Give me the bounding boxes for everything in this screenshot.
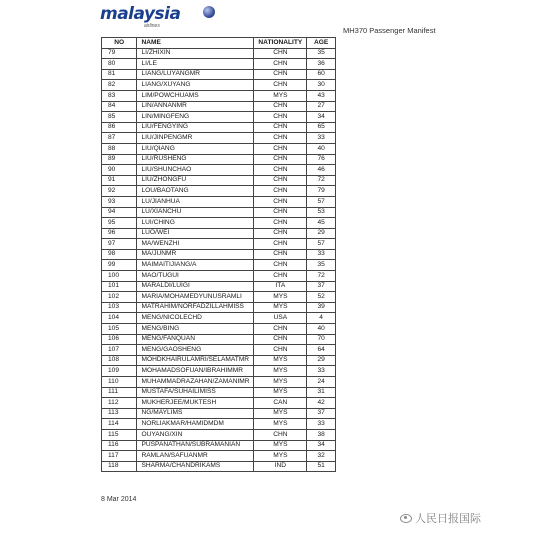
cell-age: 31 [307,387,336,398]
table-row [102,366,336,377]
cell-name: MA/WENZHI [137,239,254,250]
cell-name: LIU/JINPENGMR [137,133,254,144]
cell-name: LOU/BAOTANG [137,186,254,197]
table-row [102,69,336,80]
cell-name: MUHAMMADRAZAHAN/ZAMANIMR [137,377,254,388]
cell-no: 95 [102,218,137,229]
cell-no: 118 [102,461,137,472]
cell-name: MENG/NICOLECHD [137,313,254,324]
cell-age: 60 [307,69,336,80]
cell-nationality: CHN [254,260,307,271]
cell-nationality: CHN [254,345,307,356]
cell-nationality: CHN [254,175,307,186]
cell-age: 32 [307,451,336,462]
table-row [102,377,336,388]
cell-name: MATRAHIM/NORFADZILLAHMISS [137,302,254,313]
cell-age: 52 [307,292,336,303]
cell-nationality: MYS [254,366,307,377]
cell-age: 38 [307,429,336,440]
cell-name: LIU/QIANG [137,143,254,154]
cell-name: LIN/ANNANMR [137,101,254,112]
cell-name: LI/LE [137,59,254,70]
cell-name: LI/ZHIXIN [137,48,254,59]
table-row [102,271,336,282]
cell-nationality: CAN [254,398,307,409]
cell-name: SHARMA/CHANDRIKAMS [137,461,254,472]
cell-name: LUO/WEI [137,228,254,239]
cell-age: 65 [307,122,336,133]
cell-nationality: CHN [254,69,307,80]
weibo-icon [400,514,412,523]
table-row [102,281,336,292]
cell-nationality: CHN [254,80,307,91]
cell-age: 27 [307,101,336,112]
cell-no: 93 [102,196,137,207]
cell-age: 33 [307,366,336,377]
cell-nationality: CHN [254,154,307,165]
cell-age: 35 [307,48,336,59]
cell-age: 57 [307,196,336,207]
cell-no: 96 [102,228,137,239]
table-row [102,228,336,239]
table-row [102,218,336,229]
cell-no: 115 [102,429,137,440]
cell-age: 37 [307,408,336,419]
cell-age: 36 [307,59,336,70]
cell-nationality: CHN [254,218,307,229]
cell-nationality: MYS [254,408,307,419]
table-row [102,154,336,165]
globe-icon [203,6,215,18]
cell-name: MENG/GAOSHENG [137,345,254,356]
table-row [102,260,336,271]
cell-no: 105 [102,324,137,335]
table-row [102,398,336,409]
table-row [102,186,336,197]
cell-no: 82 [102,80,137,91]
table-row [102,313,336,324]
cell-name: NG/MAYLIMS [137,408,254,419]
cell-age: 33 [307,249,336,260]
cell-name: LIN/MINGFENG [137,112,254,123]
cell-nationality: CHN [254,429,307,440]
logo-wordmark: malaysia [100,4,181,24]
cell-no: 84 [102,101,137,112]
cell-name: MENG/FANQUAN [137,334,254,345]
cell-no: 110 [102,377,137,388]
cell-no: 109 [102,366,137,377]
cell-no: 80 [102,59,137,70]
table-row [102,334,336,345]
table-row [102,143,336,154]
passenger-manifest-table [101,37,336,472]
cell-no: 100 [102,271,137,282]
table-row [102,355,336,366]
cell-nationality: MYS [254,90,307,101]
cell-nationality: USA [254,313,307,324]
cell-nationality: IND [254,461,307,472]
table-row [102,59,336,70]
cell-no: 85 [102,112,137,123]
cell-name: LIM/POWCHUAMS [137,90,254,101]
cell-nationality: CHN [254,334,307,345]
cell-name: MARALDI/LUIGI [137,281,254,292]
table-row [102,461,336,472]
cell-no: 106 [102,334,137,345]
cell-nationality: ITA [254,281,307,292]
table-row [102,90,336,101]
cell-name: MOHDKHAIRULAMRI/SELAMATMR [137,355,254,366]
table-row [102,207,336,218]
cell-nationality: CHN [254,48,307,59]
cell-no: 87 [102,133,137,144]
table-row [102,196,336,207]
table-row [102,440,336,451]
cell-nationality: CHN [254,112,307,123]
cell-age: 72 [307,175,336,186]
cell-age: 33 [307,419,336,430]
cell-nationality: CHN [254,324,307,335]
cell-nationality: CHN [254,59,307,70]
cell-age: 30 [307,80,336,91]
cell-age: 34 [307,112,336,123]
cell-nationality: CHN [254,186,307,197]
cell-name: MARIA/MOHAMEDYUNUSRAMLI [137,292,254,303]
table-row [102,239,336,250]
cell-name: LIANG/LUYANGMR [137,69,254,80]
watermark [400,510,481,526]
cell-no: 86 [102,122,137,133]
watermark-text: 人民日报国际 [415,513,481,525]
cell-age: 72 [307,271,336,282]
table-row [102,292,336,303]
cell-age: 46 [307,165,336,176]
table-row [102,175,336,186]
cell-nationality: CHN [254,122,307,133]
cell-age: 34 [307,440,336,451]
cell-name: LIANG/XUYANG [137,80,254,91]
cell-age: 57 [307,239,336,250]
cell-age: 79 [307,186,336,197]
cell-nationality: MYS [254,451,307,462]
cell-nationality: MYS [254,387,307,398]
cell-no: 88 [102,143,137,154]
cell-no: 79 [102,48,137,59]
cell-age: 39 [307,302,336,313]
cell-nationality: MYS [254,419,307,430]
cell-no: 103 [102,302,137,313]
cell-name: MAIMAITIJIANG/A [137,260,254,271]
cell-name: LUI/CHING [137,218,254,229]
table-header-row [102,38,336,49]
cell-age: 43 [307,90,336,101]
cell-name: PUSPANATHAN/SUBRAMANIAN [137,440,254,451]
cell-no: 83 [102,90,137,101]
cell-no: 94 [102,207,137,218]
cell-nationality: CHN [254,165,307,176]
cell-age: 53 [307,207,336,218]
cell-no: 107 [102,345,137,356]
malaysia-airlines-logo [100,4,181,29]
cell-name: LU/XIANCHU [137,207,254,218]
cell-nationality: CHN [254,271,307,282]
cell-no: 89 [102,154,137,165]
table-row [102,122,336,133]
cell-name: LIU/ZHONGFU [137,175,254,186]
cell-no: 117 [102,451,137,462]
cell-age: 33 [307,133,336,144]
table-row [102,80,336,91]
column-header-nationality: NATIONALITY [254,38,307,49]
cell-name: MAO/TUGUI [137,271,254,282]
table-row [102,48,336,59]
cell-no: 114 [102,419,137,430]
cell-age: 51 [307,461,336,472]
cell-nationality: CHN [254,143,307,154]
table-row [102,345,336,356]
cell-name: MUKHERJEE/MUKTESH [137,398,254,409]
column-header-name: NAME [137,38,254,49]
cell-no: 112 [102,398,137,409]
cell-name: MUSTAFA/SUHAILIMISS [137,387,254,398]
cell-age: 45 [307,218,336,229]
cell-nationality: CHN [254,228,307,239]
cell-age: 70 [307,334,336,345]
cell-nationality: CHN [254,196,307,207]
cell-nationality: CHN [254,207,307,218]
cell-name: OUYANG/XIN [137,429,254,440]
cell-age: 35 [307,260,336,271]
table-row [102,324,336,335]
cell-age: 24 [307,377,336,388]
table-row [102,419,336,430]
cell-age: 76 [307,154,336,165]
cell-no: 101 [102,281,137,292]
cell-age: 64 [307,345,336,356]
document-title: MH370 Passenger Manifest [343,26,436,35]
table-row [102,112,336,123]
table-row [102,408,336,419]
cell-no: 104 [102,313,137,324]
table-row [102,302,336,313]
cell-no: 111 [102,387,137,398]
cell-nationality: CHN [254,133,307,144]
cell-no: 81 [102,69,137,80]
cell-no: 108 [102,355,137,366]
table-row [102,451,336,462]
cell-name: MA/JUNMR [137,249,254,260]
cell-age: 29 [307,228,336,239]
cell-no: 102 [102,292,137,303]
cell-nationality: CHN [254,249,307,260]
cell-no: 92 [102,186,137,197]
cell-no: 116 [102,440,137,451]
cell-age: 29 [307,355,336,366]
cell-name: LIU/RUSHENG [137,154,254,165]
cell-age: 42 [307,398,336,409]
cell-name: MOHAMADSOFUAN/IBRAHIMMR [137,366,254,377]
cell-nationality: MYS [254,292,307,303]
cell-nationality: MYS [254,302,307,313]
manifest-date: 8 Mar 2014 [101,496,137,503]
cell-nationality: MYS [254,440,307,451]
cell-no: 91 [102,175,137,186]
cell-nationality: MYS [254,355,307,366]
cell-no: 97 [102,239,137,250]
table-row [102,249,336,260]
table-row [102,101,336,112]
cell-age: 37 [307,281,336,292]
cell-name: LIU/FENGYING [137,122,254,133]
cell-no: 98 [102,249,137,260]
table-row [102,133,336,144]
cell-name: NORLIAKMAR/HAMIDMDM [137,419,254,430]
cell-age: 40 [307,324,336,335]
cell-name: MENG/BING [137,324,254,335]
cell-no: 90 [102,165,137,176]
cell-name: LIU/SHUNCHAO [137,165,254,176]
cell-name: RAMLAN/SAFUANMR [137,451,254,462]
cell-name: LU/JIANHUA [137,196,254,207]
logo-subtext: airlines [144,23,160,29]
cell-no: 99 [102,260,137,271]
column-header-no: NO [102,38,137,49]
cell-age: 4 [307,313,336,324]
cell-age: 40 [307,143,336,154]
column-header-age: AGE [307,38,336,49]
table-row [102,165,336,176]
cell-no: 113 [102,408,137,419]
table-row [102,387,336,398]
cell-nationality: CHN [254,239,307,250]
cell-nationality: CHN [254,101,307,112]
cell-nationality: MYS [254,377,307,388]
table-row [102,429,336,440]
